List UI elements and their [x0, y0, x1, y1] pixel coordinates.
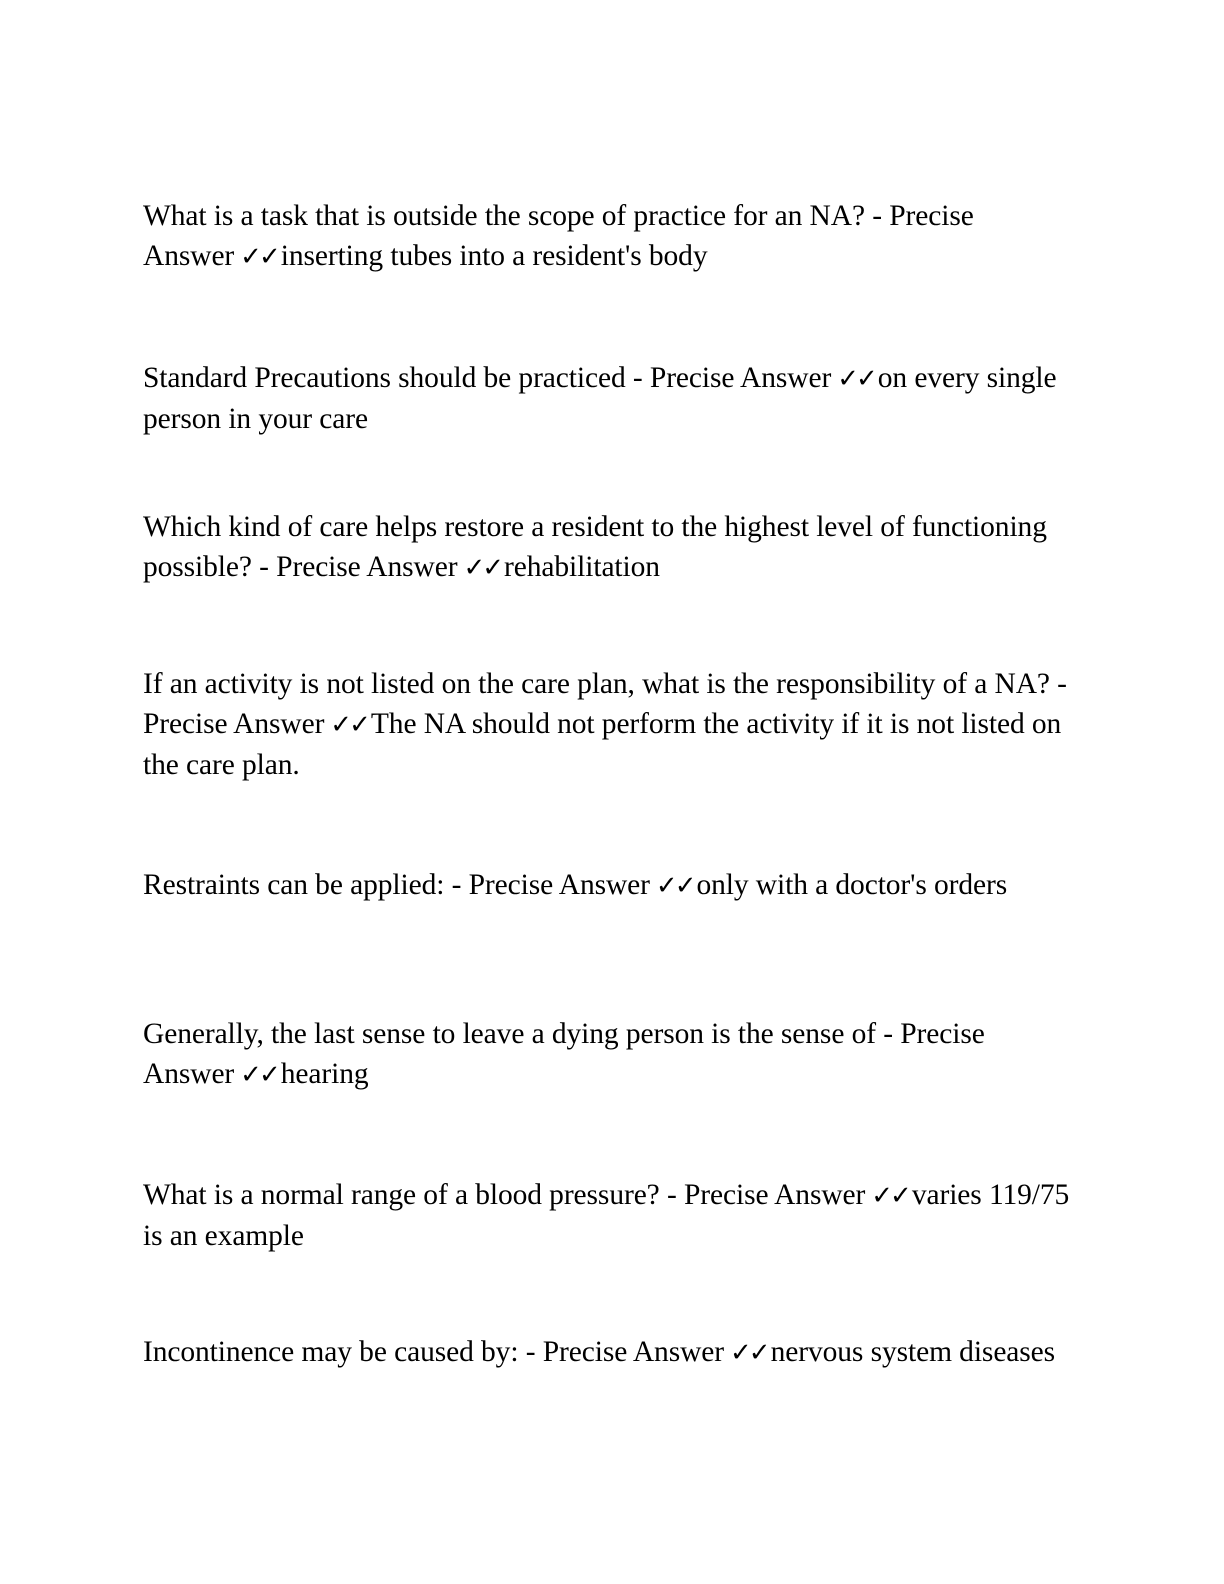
question-text: Which kind of care helps restore a resident to the highest level of functioning possible?	[143, 511, 1047, 583]
double-check-icon: ✓✓	[871, 1181, 909, 1211]
answer-text: on every single person in your care	[143, 362, 1057, 435]
double-check-icon: ✓✓	[240, 1060, 278, 1090]
answer-text: only with a doctor's orders	[696, 869, 1008, 901]
qa-item	[143, 507, 1073, 588]
answer-separator: - Precise Answer	[143, 200, 974, 272]
answer-separator: - Precise Answer	[625, 362, 832, 394]
question-text: What is a normal range of a blood pressure?	[143, 1179, 660, 1211]
answer-separator: - Precise Answer	[444, 869, 650, 901]
question-text: If an activity is not listed on the care plan, what is the responsibility of a NA?	[143, 668, 1050, 700]
double-check-icon: ✓✓	[655, 871, 694, 901]
qa-item	[143, 1332, 1073, 1373]
answer-separator: - Precise Answer	[251, 551, 458, 583]
answer-text: rehabilitation	[504, 551, 660, 583]
answer-text: The NA should not perform the activity if it is not listed on the care plan.	[143, 708, 1062, 781]
qa-item	[143, 358, 1073, 439]
qa-item	[143, 1175, 1073, 1256]
double-check-icon: ✓✓	[837, 364, 875, 394]
answer-text: hearing	[280, 1058, 369, 1090]
answer-separator: - Precise Answer	[143, 668, 1067, 740]
double-check-icon: ✓✓	[330, 710, 368, 740]
qa-item	[143, 664, 1073, 785]
answer-text: nervous system diseases	[770, 1336, 1056, 1368]
qa-item	[143, 1014, 1073, 1095]
answer-separator: - Precise Answer	[518, 1336, 725, 1368]
question-text: Standard Precautions should be practiced	[143, 362, 626, 394]
question-text: What is a task that is outside the scope of practice for an NA?	[143, 200, 865, 232]
answer-text: varies 119/75 is an example	[143, 1179, 1070, 1252]
question-text: Generally, the last sense to leave a dying person is the sense of	[143, 1018, 876, 1050]
double-check-icon: ✓✓	[730, 1338, 768, 1368]
question-text: Incontinence may be caused by:	[143, 1336, 519, 1368]
question-text: Restraints can be applied:	[143, 869, 445, 901]
answer-text: inserting tubes into a resident's body	[280, 240, 708, 272]
double-check-icon: ✓✓	[240, 242, 278, 272]
qa-item	[143, 196, 1073, 277]
answer-separator: - Precise Answer	[143, 1018, 985, 1090]
qa-item	[143, 865, 1073, 906]
double-check-icon: ✓✓	[463, 553, 502, 583]
answer-separator: - Precise Answer	[659, 1179, 866, 1211]
